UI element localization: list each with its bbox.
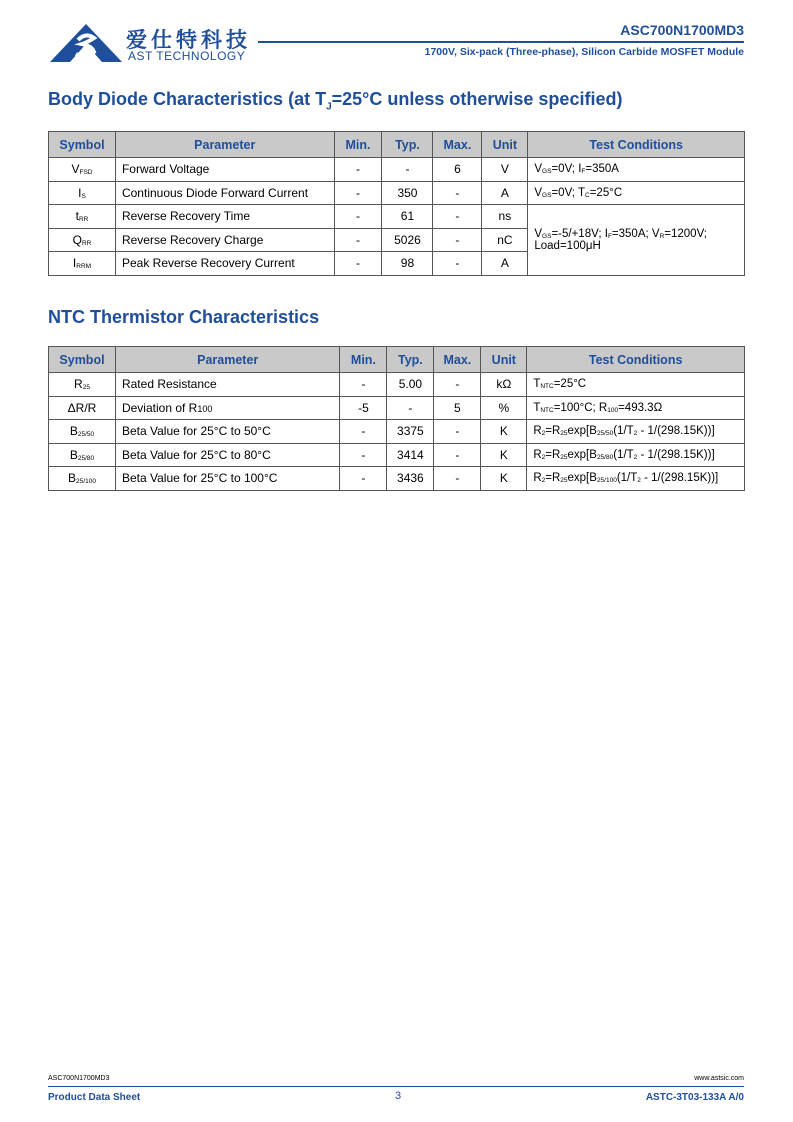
ast-logo-icon <box>48 22 123 64</box>
header-unit: Unit <box>482 132 528 158</box>
symbol-cell: ΔR/R <box>49 396 116 420</box>
condition-cell: VGS=0V; IF=350A <box>528 158 745 182</box>
min-cell: - <box>334 158 382 182</box>
table-row <box>49 443 745 467</box>
condition-cell: VGS=-5/+18V; IF=350A; VR=1200V; Load=100μH <box>528 205 745 276</box>
typ-cell: 350 <box>382 181 433 205</box>
parameter-cell: Continuous Diode Forward Current <box>115 181 334 205</box>
min-cell: - <box>334 228 382 252</box>
min-cell: - <box>340 467 387 491</box>
min-cell: - <box>334 205 382 229</box>
max-cell: 5 <box>434 396 481 420</box>
typ-cell: 5026 <box>382 228 433 252</box>
parameter-cell: Beta Value for 25°C to 50°C <box>115 420 339 444</box>
company-name-en: AST TECHNOLOGY <box>128 49 246 63</box>
typ-cell: 61 <box>382 205 433 229</box>
ntc-table <box>48 346 745 491</box>
unit-cell: A <box>482 252 528 276</box>
parameter-cell: Forward Voltage <box>115 158 334 182</box>
header-test-conditions: Test Conditions <box>528 132 745 158</box>
unit-cell: K <box>481 420 527 444</box>
table-header-row <box>49 347 745 373</box>
typ-cell: 3375 <box>387 420 434 444</box>
table-row <box>49 205 745 229</box>
unit-cell: kΩ <box>481 373 527 397</box>
header-divider <box>258 41 744 43</box>
unit-cell: nC <box>482 228 528 252</box>
table-header-row <box>49 132 745 158</box>
page-header <box>48 22 744 68</box>
max-cell: 6 <box>433 158 482 182</box>
condition-cell: R2=R25exp[B25/100(1/T2 - 1/(298.15K))] <box>527 467 745 491</box>
header-max: Max. <box>433 132 482 158</box>
body-diode-table <box>48 131 745 276</box>
max-cell: - <box>434 420 481 444</box>
symbol-cell: R25 <box>49 373 116 397</box>
table-row <box>49 396 745 420</box>
max-cell: - <box>434 373 481 397</box>
min-cell: - <box>340 420 387 444</box>
footer-url: www.astsic.com <box>694 1075 744 1082</box>
symbol-cell: IS <box>49 181 116 205</box>
typ-cell: 3414 <box>387 443 434 467</box>
table-row <box>49 467 745 491</box>
unit-cell: ns <box>482 205 528 229</box>
company-name-cn: 爱仕特科技 <box>126 28 251 52</box>
symbol-cell: VFSD <box>49 158 116 182</box>
parameter-cell: Rated Resistance <box>115 373 339 397</box>
header-typ: Typ. <box>387 347 434 373</box>
condition-cell: R2=R25exp[B25/50(1/T2 - 1/(298.15K))] <box>527 420 745 444</box>
condition-cell: R2=R25exp[B25/80(1/T2 - 1/(298.15K))] <box>527 443 745 467</box>
header-symbol: Symbol <box>49 132 116 158</box>
symbol-cell: IRRM <box>49 252 116 276</box>
unit-cell: A <box>482 181 528 205</box>
condition-cell: VGS=0V; TC=25°C <box>528 181 745 205</box>
header-min: Min. <box>334 132 382 158</box>
table-row <box>49 373 745 397</box>
parameter-cell: Deviation of R100 <box>115 396 339 420</box>
typ-cell: - <box>387 396 434 420</box>
header-test-conditions: Test Conditions <box>527 347 745 373</box>
table-row <box>49 158 745 182</box>
max-cell: - <box>433 205 482 229</box>
unit-cell: V <box>482 158 528 182</box>
symbol-cell: B25/80 <box>49 443 116 467</box>
max-cell: - <box>434 443 481 467</box>
unit-cell: K <box>481 467 527 491</box>
header-max: Max. <box>434 347 481 373</box>
symbol-cell: B25/50 <box>49 420 116 444</box>
part-number: ASC700N1700MD3 <box>620 22 744 38</box>
min-cell: - <box>340 443 387 467</box>
body-diode-title: Body Diode Characteristics (at $T_J=25^\circ C$ unless otherwise specified) <box>48 89 623 113</box>
parameter-cell: Beta Value for 25°C to 100°C <box>115 467 339 491</box>
typ-cell: - <box>382 158 433 182</box>
header-symbol: Symbol <box>49 347 116 373</box>
min-cell: -5 <box>340 396 387 420</box>
unit-cell: % <box>481 396 527 420</box>
parameter-cell: Beta Value for 25°C to 80°C <box>115 443 339 467</box>
max-cell: - <box>433 228 482 252</box>
header-unit: Unit <box>481 347 527 373</box>
footer-doc-id: ASTC-3T03-133A A/0 <box>645 1092 744 1103</box>
footer-divider <box>48 1086 744 1087</box>
header-typ: Typ. <box>382 132 433 158</box>
symbol-cell: tRR <box>49 205 116 229</box>
symbol-cell: B25/100 <box>49 467 116 491</box>
parameter-cell: Reverse Recovery Charge <box>115 228 334 252</box>
parameter-cell: Peak Reverse Recovery Current <box>115 252 334 276</box>
page-number: 3 <box>395 1090 402 1102</box>
max-cell: - <box>434 467 481 491</box>
min-cell: - <box>340 373 387 397</box>
table-row <box>49 420 745 444</box>
condition-cell: TNTC=25°C <box>527 373 745 397</box>
table-row <box>49 181 745 205</box>
symbol-cell: QRR <box>49 228 116 252</box>
footer-doc-type: Product Data Sheet <box>48 1092 141 1103</box>
ntc-title: NTC Thermistor Characteristics <box>48 307 320 327</box>
max-cell: - <box>433 252 482 276</box>
max-cell: - <box>433 181 482 205</box>
min-cell: - <box>334 252 382 276</box>
footer-part-code: ASC700N1700MD3 <box>48 1075 110 1082</box>
condition-cell: TNTC=100°C; R100=493.3Ω <box>527 396 745 420</box>
part-description: 1700V, Six-pack (Three-phase), Silicon Carbide MOSFET Module <box>424 46 744 58</box>
header-parameter: Parameter <box>115 132 334 158</box>
header-parameter: Parameter <box>115 347 339 373</box>
header-min: Min. <box>340 347 387 373</box>
typ-cell: 5.00 <box>387 373 434 397</box>
parameter-cell: Reverse Recovery Time <box>115 205 334 229</box>
typ-cell: 3436 <box>387 467 434 491</box>
unit-cell: K <box>481 443 527 467</box>
min-cell: - <box>334 181 382 205</box>
typ-cell: 98 <box>382 252 433 276</box>
